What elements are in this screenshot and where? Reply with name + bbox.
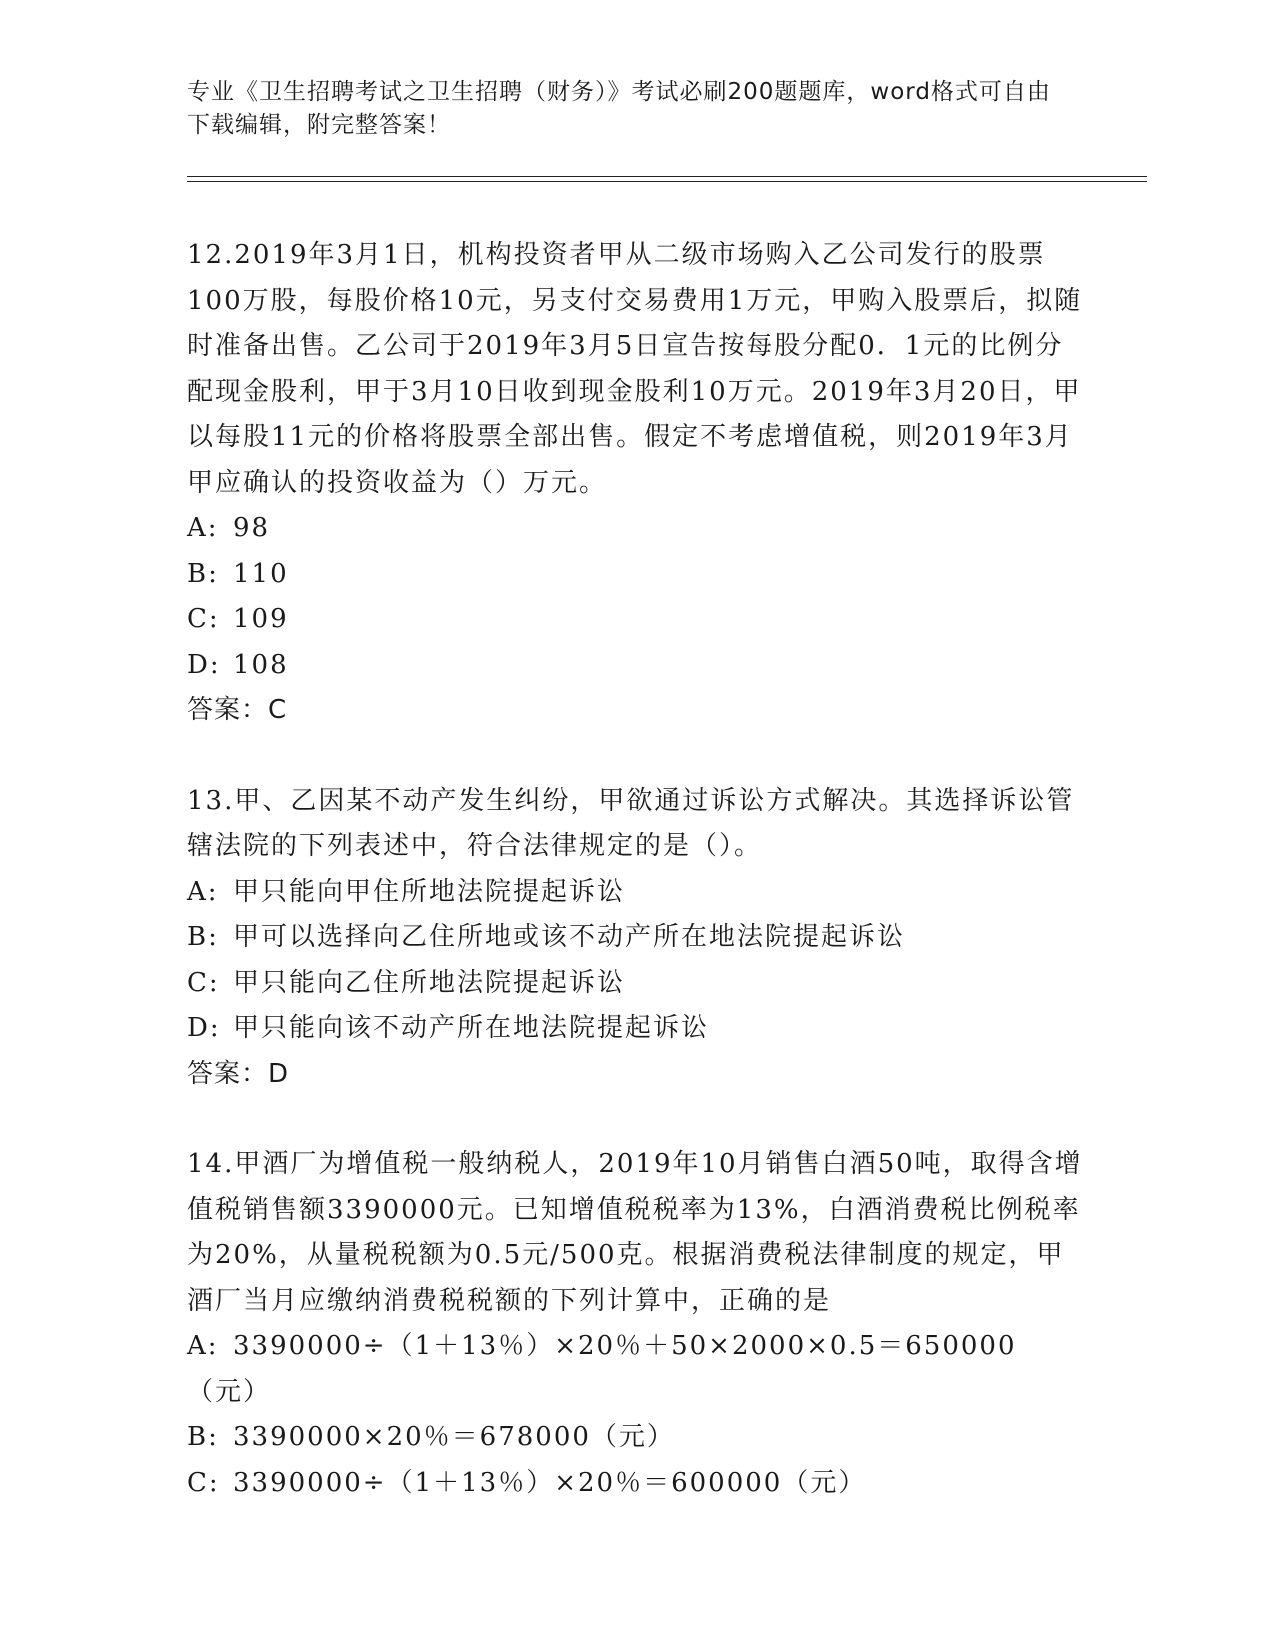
option-key: C: [187,604,220,634]
option-a [187,870,1087,916]
option-a [187,1324,1087,1415]
option-text: 甲可以选择向乙住所地或该不动产所在地法院提起诉讼 [233,922,906,952]
option-text: 甲只能向该不动产所在地法院提起诉讼 [233,1013,710,1043]
question-text: 14.甲酒厂为增值税一般纳税人，2019年10月销售白酒50吨，取得含增值税销售额3390000元。已知增值税税率为13%，白酒消费税比例税率为20%，从量税税额为0.5元/500克。根据消费税法律制度的规定，甲酒厂当月应缴纳消费税税额的下列计算中，正确的是 [187,1149,1083,1316]
option-key: B: [187,922,219,952]
option-text: 98 [233,513,271,543]
option-key: D: [187,649,221,680]
option-key: C: [187,967,220,998]
header-divider-bottom [187,181,1147,182]
option-key: A: [187,513,219,543]
header-divider-top [187,176,1147,177]
question-14 [187,1142,1087,1506]
option-d [187,643,1087,689]
option-text: 108 [233,649,289,680]
option-text: 3390000÷（1＋13％）×20％＝600000（元） [233,1467,867,1498]
option-a [187,506,1087,552]
answer-line: 答案：D [187,1058,290,1089]
option-key: C: [187,1467,220,1498]
option-text: 110 [233,558,289,589]
option-b [187,552,1087,598]
question-spacer [187,1097,1087,1142]
question-13 [187,779,1087,1098]
option-text: 甲只能向乙住所地法院提起诉讼 [233,967,626,998]
option-key: B: [187,558,219,589]
option-b [187,1415,1087,1461]
option-key: B: [187,1422,219,1452]
question-list [187,233,1087,1506]
option-b [187,915,1087,961]
option-d [187,1006,1087,1052]
option-text: 3390000×20％＝678000（元） [233,1422,675,1452]
question-text: 12.2019年3月1日，机构投资者甲从二级市场购入乙公司发行的股票100万股，每股价格10元，另支付交易费用1万元，甲购入股票后，拟随时准备出售。乙公司于2019年3月5日宣告按每股分配0．1元的比例分配现金股利，甲于3月10日收到现金股利10万元。2019年3月20日，甲以每股11元的价格将股票全部出售。假定不考虑增值税，则2019年3月甲应确认的投资收益为（）万元。 [187,240,1083,498]
document-header: 专业《卫生招聘考试之卫生招聘（财务）》考试必刷200题题库，word格式可自由下载编辑，附完整答案！ [187,79,1051,138]
option-c [187,961,1087,1007]
option-key: A: [187,1331,219,1361]
question-spacer [187,734,1087,779]
answer-line: 答案：C [187,695,288,725]
question-12 [187,233,1087,734]
option-key: A: [187,876,219,907]
option-text: 甲只能向甲住所地法院提起诉讼 [233,876,626,907]
option-text: 109 [233,604,289,634]
question-text: 13.甲、乙因某不动产发生纠纷，甲欲通过诉讼方式解决。其选择诉讼管辖法院的下列表述中，符合法律规定的是（）。 [187,785,1075,861]
option-key: D: [187,1013,221,1043]
option-c [187,597,1087,643]
option-c [187,1461,1087,1507]
option-text: 3390000÷（1＋13％）×20％＋50×2000×0.5＝650000（元） [187,1331,1017,1407]
